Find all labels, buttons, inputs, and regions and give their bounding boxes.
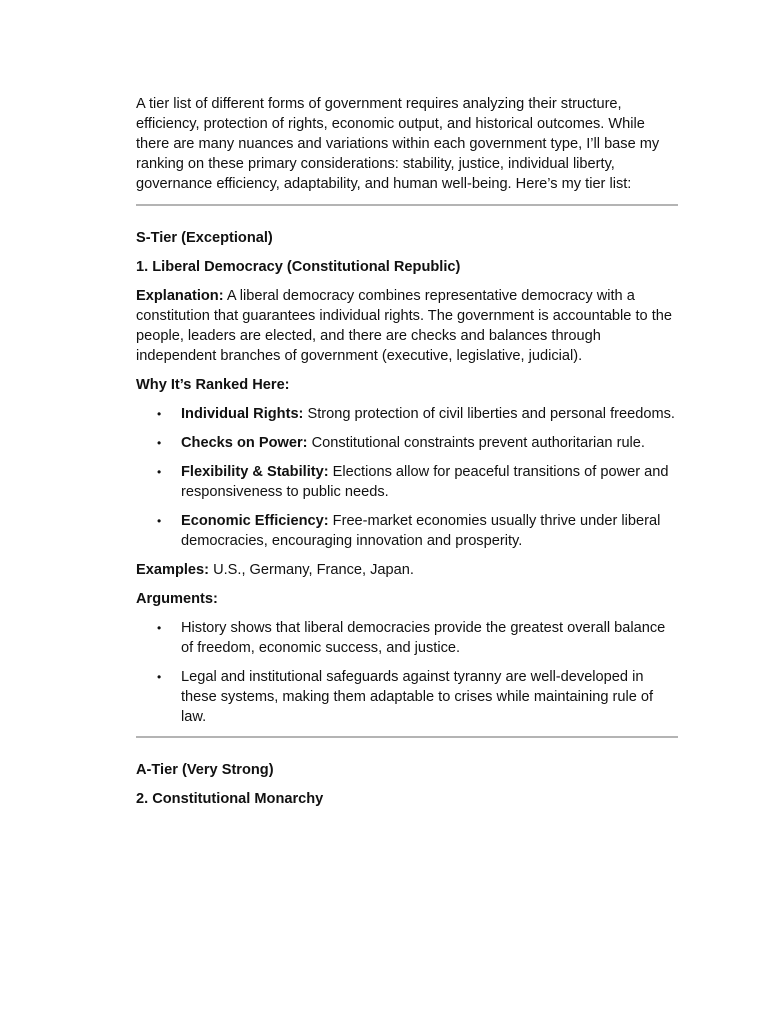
bullet-icon: • <box>157 436 162 450</box>
bullet-icon: • <box>157 670 162 684</box>
list-item <box>136 462 678 502</box>
section-divider <box>136 736 678 738</box>
list-item <box>136 433 678 453</box>
list-item <box>136 618 678 658</box>
argument-text: Legal and institutional safeguards against tyranny are well-developed in these systems, making them adaptable to crises while maintaining rule of law. <box>181 669 654 725</box>
examples-label: Examples: <box>136 562 210 578</box>
explanation-paragraph <box>136 286 678 366</box>
why-heading: Why It’s Ranked Here: <box>136 377 290 393</box>
a-tier-title: A-Tier (Very Strong) <box>136 762 274 778</box>
list-item <box>136 404 678 424</box>
examples-text: U.S., Germany, France, Japan. <box>209 562 414 578</box>
list-item <box>136 511 678 551</box>
arguments-list <box>136 618 678 727</box>
reason-text: Elections allow for peaceful transitions of power and responsiveness to public needs. <box>181 464 669 500</box>
s-tier-title: S-Tier (Exceptional) <box>136 230 273 246</box>
reasons-list <box>136 404 678 551</box>
bullet-icon: • <box>157 514 162 528</box>
reason-text: Constitutional constraints prevent authoritarian rule. <box>307 435 645 451</box>
list-item <box>136 667 678 727</box>
reason-text: Strong protection of civil liberties and personal freedoms. <box>303 406 675 422</box>
reason-label: Checks on Power: <box>181 435 308 451</box>
bullet-icon: • <box>157 407 162 421</box>
reason-label: Economic Efficiency: <box>181 513 329 529</box>
bullet-icon: • <box>157 621 162 635</box>
explanation-text: A liberal democracy combines representative democracy with a constitution that guarantees individual rights. The government is accountable to the people, leaders are elected, and there are checks and balances through independent branches of government (executive, legislative, judicial). <box>136 288 672 364</box>
arguments-heading: Arguments: <box>136 591 218 607</box>
bullet-icon: • <box>157 465 162 479</box>
examples-paragraph <box>136 560 678 580</box>
reason-label: Individual Rights: <box>181 406 304 422</box>
document-page <box>136 94 678 818</box>
section-divider <box>136 204 678 206</box>
intro-paragraph: A tier list of different forms of government requires analyzing their structure, efficiency, protection of rights, economic output, and historical outcomes. While there are many nuances and variations within each government type, I’ll base my ranking on these primary considerations: stability, justice, individual liberty, governance efficiency, adaptability, and human well-being. Here’s my tier list: <box>136 96 660 192</box>
reason-label: Flexibility & Stability: <box>181 464 329 480</box>
a-tier-item-title: 2. Constitutional Monarchy <box>136 791 324 807</box>
reason-text: Free-market economies usually thrive under liberal democracies, encouraging innovation and prosperity. <box>181 513 661 549</box>
argument-text: History shows that liberal democracies provide the greatest overall balance of freedom, economic success, and justice. <box>181 620 666 656</box>
s-tier-item-title: 1. Liberal Democracy (Constitutional Republic) <box>136 259 461 275</box>
explanation-label: Explanation: <box>136 288 224 304</box>
